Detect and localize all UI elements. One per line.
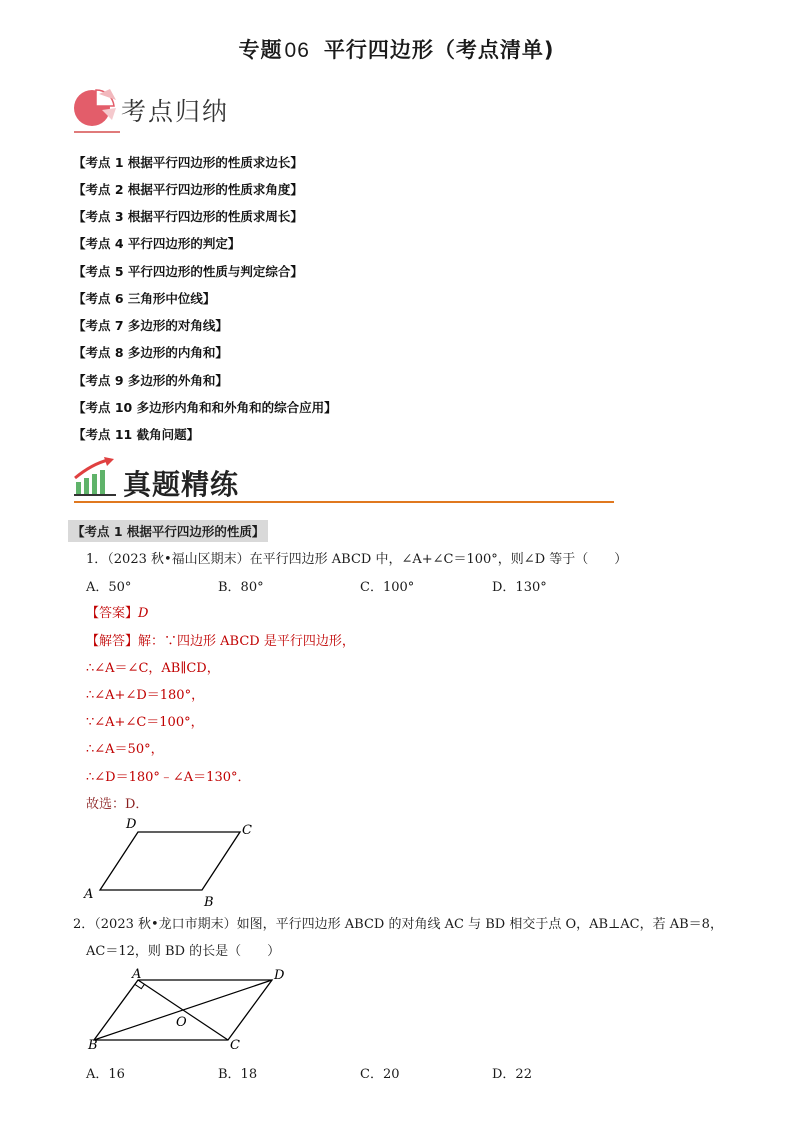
question-2-stem-continued: AC＝12，则 BD 的长是（ ） bbox=[86, 944, 281, 959]
solution-line: ∴∠A＝∠C，AB∥CD， bbox=[86, 661, 220, 676]
question-2-stem: 2．（2023 秋•龙口市期末）如图，平行四边形 ABCD 的对角线 AC 与 BD 相交于点 O，AB⊥AC，若 AB＝8， bbox=[73, 917, 723, 932]
pie-chart-icon bbox=[72, 86, 120, 130]
kaodian-item: 【考点 6 三角形中位线】 bbox=[73, 291, 216, 306]
kaodian-item: 【考点 9 多边形的外角和】 bbox=[73, 373, 228, 388]
vertex-label-b: B bbox=[88, 1038, 98, 1053]
vertex-label-d: D bbox=[126, 817, 137, 832]
vertex-label-c: C bbox=[242, 823, 252, 838]
question-1-option-a: A．50° bbox=[86, 580, 132, 595]
question-2-option-a: A．16 bbox=[86, 1067, 125, 1082]
kaodian-item: 【考点 8 多边形的内角和】 bbox=[73, 345, 228, 360]
section-heading-summary: 考点归纳 bbox=[121, 97, 230, 126]
parallelogram-figure bbox=[80, 812, 270, 908]
question-1-option-c: C．100° bbox=[360, 580, 415, 595]
solution-line: ∵∠A+∠C＝100°， bbox=[86, 715, 204, 730]
kaodian-item: 【考点 3 根据平行四边形的性质求周长】 bbox=[73, 209, 303, 224]
solution-line: ∴∠D＝180°﹣∠A＝130°． bbox=[86, 770, 251, 785]
section-underline bbox=[74, 501, 614, 503]
kaodian-item: 【考点 7 多边形的对角线】 bbox=[73, 318, 228, 333]
section-heading-practice: 真题精练 bbox=[123, 468, 240, 501]
answer-tag: 【答案】 bbox=[86, 606, 139, 621]
answer-value: D bbox=[138, 606, 149, 621]
solution-line: 【解答】解：∵四边形 ABCD 是平行四边形， bbox=[86, 634, 355, 649]
vertex-label-d: D bbox=[274, 968, 285, 983]
vertex-label-a: A bbox=[132, 967, 142, 982]
kaodian-item: 【考点 2 根据平行四边形的性质求角度】 bbox=[73, 182, 303, 197]
question-2-option-d: D．22 bbox=[492, 1067, 532, 1082]
question-1-stem: 1．（2023 秋•福山区期末）在平行四边形 ABCD 中，∠A+∠C＝100°，则∠D 等于（ ） bbox=[86, 552, 628, 567]
answer-line bbox=[86, 602, 148, 621]
parallelogram-diagonals-figure bbox=[80, 962, 300, 1054]
intersection-label-o: O bbox=[176, 1015, 187, 1030]
conclusion-line: 故选：D． bbox=[86, 797, 149, 812]
solution-tag: 【解答】 bbox=[86, 634, 139, 649]
kaodian-item: 【考点 5 平行四边形的性质与判定综合】 bbox=[73, 264, 303, 279]
question-2-option-c: C．20 bbox=[360, 1067, 400, 1082]
question-2-option-b: B．18 bbox=[218, 1067, 258, 1082]
kaodian-item: 【考点 10 多边形内角和和外角和的综合应用】 bbox=[73, 400, 337, 415]
solution-line: ∴∠A＝50°， bbox=[86, 742, 164, 757]
bar-chart-icon bbox=[72, 456, 122, 498]
question-1-option-d: D．130° bbox=[492, 580, 547, 595]
title-number: 06 bbox=[284, 39, 310, 62]
vertex-label-c: C bbox=[230, 1038, 240, 1053]
kaodian-item: 【考点 4 平行四边形的判定】 bbox=[73, 236, 241, 251]
page-title: 专题06 平行四边形（考点清单) bbox=[238, 38, 555, 62]
kaodian-item: 【考点 1 根据平行四边形的性质求边长】 bbox=[73, 155, 303, 170]
vertex-label-a: A bbox=[84, 887, 94, 902]
vertex-label-b: B bbox=[204, 895, 214, 908]
solution-line: ∴∠A+∠D＝180°， bbox=[86, 688, 205, 703]
kaodian-item: 【考点 11 截角问题】 bbox=[73, 427, 200, 442]
section-underline bbox=[74, 131, 120, 133]
question-1-option-b: B．80° bbox=[218, 580, 264, 595]
topic-label: 【考点 1 根据平行四边形的性质】 bbox=[68, 520, 268, 542]
